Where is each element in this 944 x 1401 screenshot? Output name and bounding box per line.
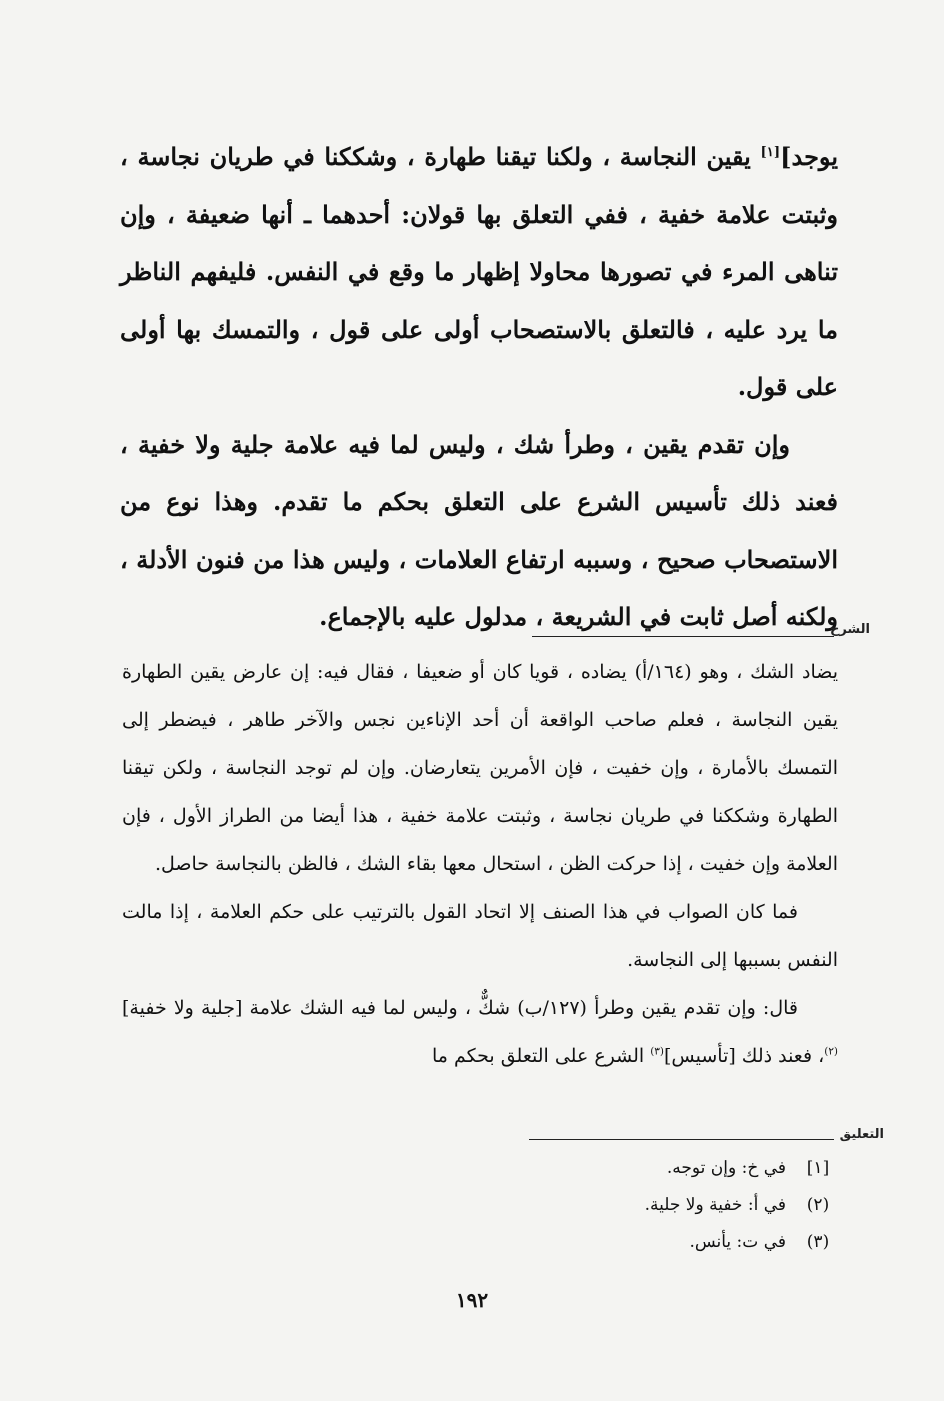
commentary-text (122, 648, 838, 1080)
footnote-ref: [١] (760, 145, 781, 160)
main-paragraph (120, 128, 838, 416)
footnote-text: في خ: وإن توجه. (666, 1158, 786, 1178)
commentary-paragraph: فما كان الصواب في هذا الصنف إلا اتحاد القول بالترتيب على حكم العلامة ، إذا مالت النفس بسببها إلى النجاسة. (122, 901, 838, 971)
footnote-text: في ت: يأنس. (689, 1232, 786, 1252)
commentary-span: ، فعند ذلك [تأسيس] (663, 1045, 825, 1067)
footnote-number: (٢) (806, 1195, 830, 1215)
main-text (120, 128, 838, 646)
main-text-span: يقين النجاسة ، ولكنا تيقنا طهارة ، وشككنا في طريان نجاسة ، وثبتت علامة خفية ، ففي التعلق بها قولان: أحدهما ـ أنها ضعيفة ، وإن تناهى المرء في تصورها محاولا إظهار ما وقع في النفس. فليفهم الناظر ما يرد عليه ، فالتعلق بالاستصحاب أولى على قول ، والتمسك بها أولى على قول. (120, 142, 838, 401)
commentary-span: قال: وإن تقدم يقين وطرأ (١٢٧/ب) شكٌّ ، وليس لما فيه الشك علامة [جلية ولا خفية] (122, 997, 798, 1019)
footnote (436, 1187, 836, 1224)
footnote-number: (٣) (806, 1232, 830, 1252)
commentary-label: الشرح (829, 622, 870, 637)
notes-divider (529, 1139, 834, 1140)
main-text-span: يوجد] (780, 142, 838, 171)
commentary-divider (532, 636, 834, 637)
footnote (436, 1224, 836, 1261)
footnote-ref: (٢) (824, 1045, 838, 1058)
footnote-number: [١] (806, 1158, 830, 1178)
footnote (436, 1150, 836, 1187)
footnote-ref: (٣) (650, 1045, 664, 1058)
commentary-span: الشرع على التعلق بحكم ما (431, 1045, 651, 1067)
commentary-paragraph (122, 984, 838, 1080)
footnote-text: في أ: خفية ولا جلية. (644, 1195, 786, 1215)
commentary-paragraph: يضاد الشك ، وهو (١٦٤/أ) يضاده ، قويا كان أو ضعيفا ، فقال فيه: إن عارض يقين الطهارة يقين النجاسة ، فعلم صاحب الواقعة أن أحد الإناءين نجس والآخر طاهر ، فيضطر إلى التمسك بالأمارة ، وإن خفيت ، فإن الأمرين يتعارضان. وإن لم توجد النجاسة ، ولكن تيقنا الطهارة وشككنا في طريان نجاسة ، وثبتت علامة خفية ، هذا أيضا من الطراز الأول ، فإن العلامة وإن خفيت ، إذا حركت الظن ، استحال معها بقاء الشك ، فالظن بالنجاسة حاصل. (122, 661, 838, 875)
notes-label: التعليق (839, 1127, 884, 1142)
main-paragraph: وإن تقدم يقين ، وطرأ شك ، وليس لما فيه علامة جلية ولا خفية ، فعند ذلك تأسيس الشرع على التعلق بحكم ما تقدم. وهذا نوع من الاستصحاب صحيح ، وسببه ارتفاع العلامات ، وليس هذا من فنون الأدلة ، ولكنه أصل ثابت في الشريعة ، مدلول عليه بالإجماع. (120, 429, 839, 631)
page-number: ١٩٢ (455, 1288, 489, 1312)
footnotes (436, 1150, 836, 1261)
